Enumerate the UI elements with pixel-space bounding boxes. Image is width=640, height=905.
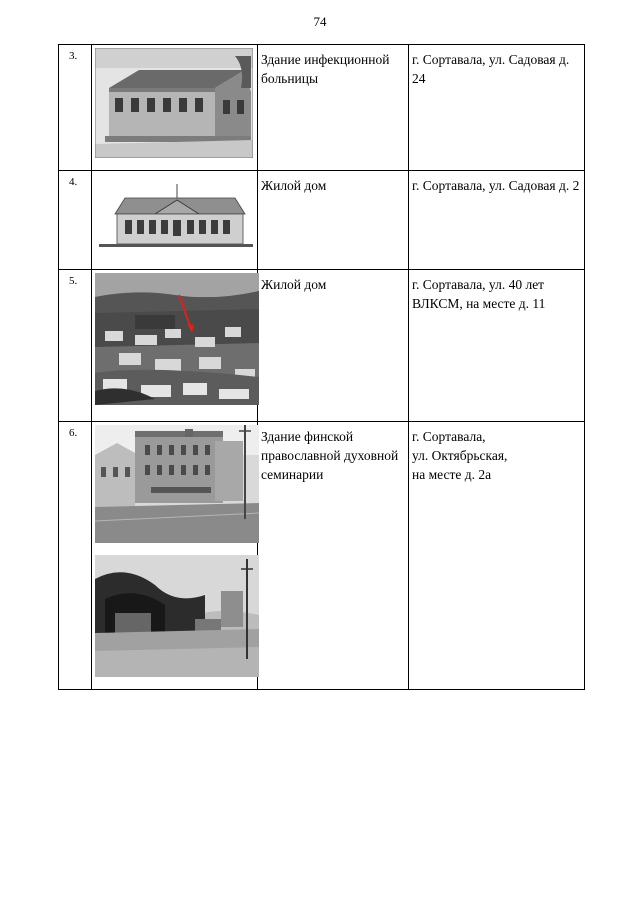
heritage-table — [58, 44, 585, 690]
object-name: Здание инфекционной больницы — [258, 45, 409, 171]
photo-cell — [92, 270, 258, 422]
address-line: г. Сортавала, — [412, 429, 486, 444]
address-line: ул. Октябрьская, — [412, 448, 508, 463]
photo-cell — [92, 171, 258, 270]
town-panorama-photo — [95, 273, 259, 405]
table-row — [59, 270, 585, 422]
row-number: 4. — [59, 171, 92, 270]
object-address: г. Сортавала, ул. Садовая д. 24 — [409, 45, 585, 171]
seminary-fire-photo — [95, 555, 259, 677]
row-number: 3. — [59, 45, 92, 171]
row-number: 5. — [59, 270, 92, 422]
page-number: 74 — [313, 14, 327, 29]
photo-cell — [92, 422, 258, 690]
house-drawing — [95, 174, 255, 264]
building-photo — [95, 48, 253, 158]
object-address: г. Сортавала, ул. Садовая д. 2 — [409, 171, 585, 270]
address-line: на месте д. 2а — [412, 467, 492, 482]
object-name: Жилой дом — [258, 270, 409, 422]
object-name: Жилой дом — [258, 171, 409, 270]
seminary-photo — [95, 425, 259, 543]
row-number: 6. — [59, 422, 92, 690]
photo-cell — [92, 45, 258, 171]
object-name: Здание финской православной духовной семинарии — [258, 422, 409, 690]
table-row — [59, 171, 585, 270]
table-row — [59, 45, 585, 171]
table-row — [59, 422, 585, 690]
object-address — [409, 422, 585, 690]
object-address: г. Сортавала, ул. 40 лет ВЛКСМ, на месте д. 11 — [409, 270, 585, 422]
